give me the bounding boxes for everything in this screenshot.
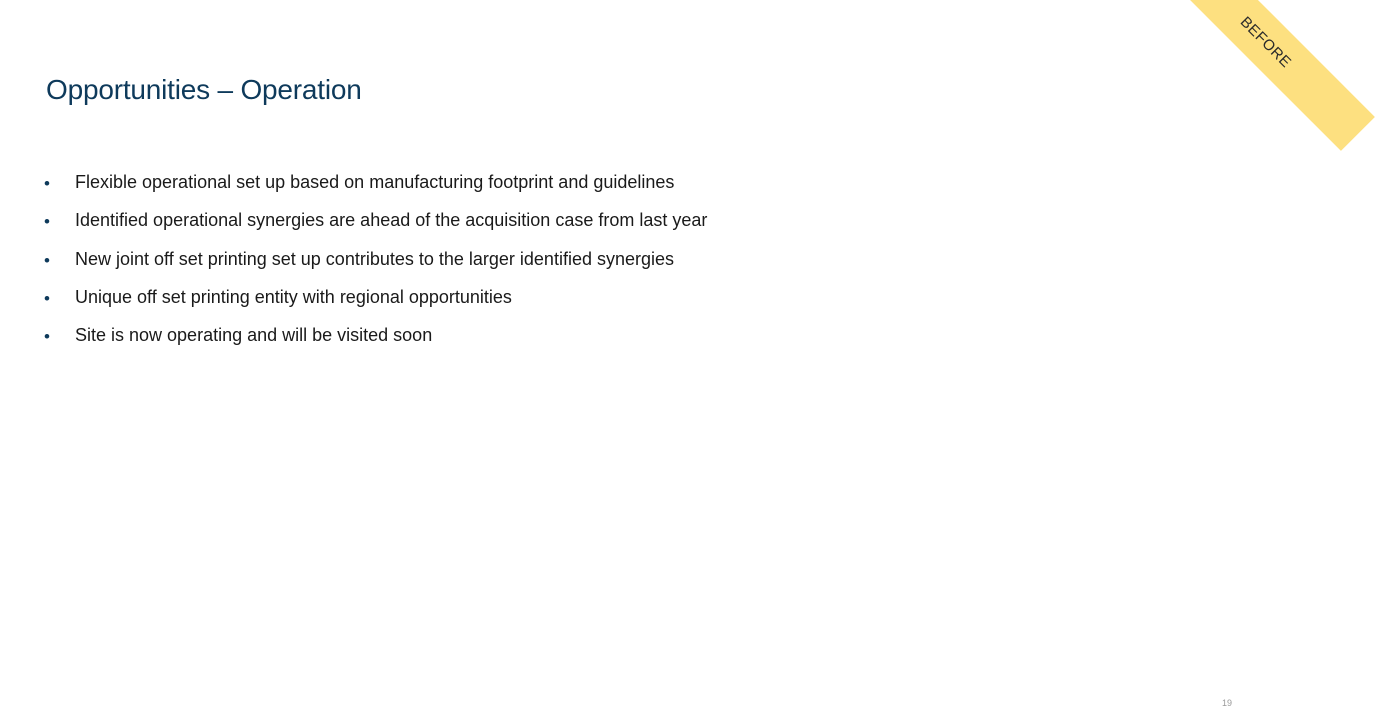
bullet-text: Unique off set printing entity with regional opportunities (75, 286, 512, 307)
slide-title: Opportunities – Operation (46, 74, 362, 105)
bullet-text: Site is now operating and will be visited soon (75, 325, 433, 346)
bullet-icon: • (44, 174, 50, 193)
bullet-icon: • (44, 250, 50, 270)
before-ribbon (1157, 0, 1375, 151)
bullet-icon: • (44, 327, 50, 347)
bullet-text: Identified operational synergies are ahead of the acquisition case from last year (75, 210, 708, 231)
bullet-text: Flexible operational set up based on manufacturing footprint and guidelines (75, 172, 675, 192)
page-number: 19 (1221, 698, 1232, 708)
bullet-text: New joint off set printing set up contributes to the larger identified synergies (75, 248, 675, 269)
bullet-icon: • (44, 212, 50, 232)
ribbon-label: BEFORE (1237, 13, 1295, 71)
bullet-icon: • (44, 288, 50, 308)
